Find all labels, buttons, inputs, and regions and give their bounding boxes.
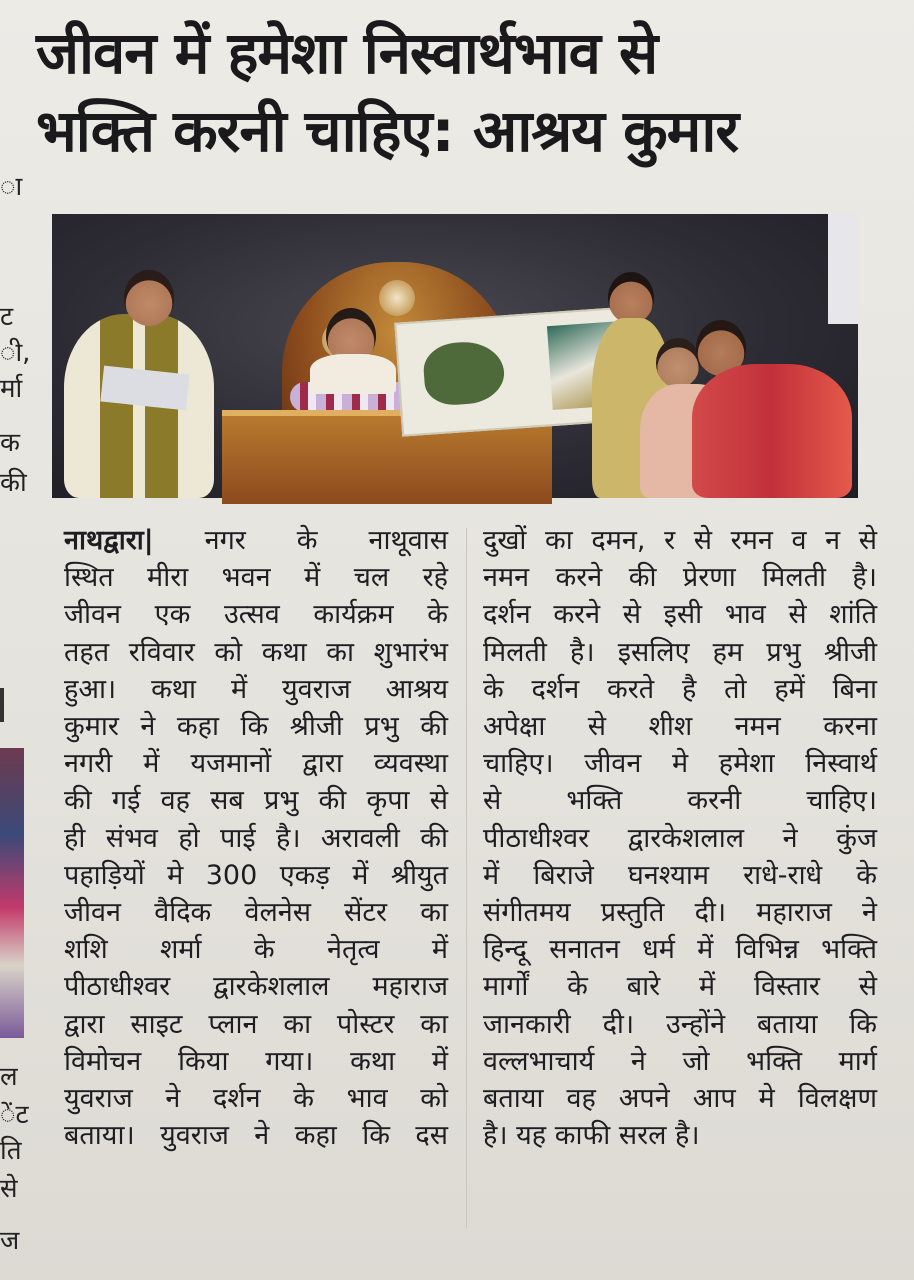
text-line: मार्गों के बारे में विस्तार से bbox=[483, 971, 877, 1003]
text-line: है। यह काफी सरल है। bbox=[483, 1120, 700, 1152]
article-column-right bbox=[483, 522, 877, 1154]
text-line: कुमार ने कहा कि श्रीजी प्रभु की bbox=[64, 711, 448, 743]
text-line: युवराज ने दर्शन के भाव को bbox=[64, 1083, 448, 1115]
text-line: के दर्शन करते है तो हमें बिना bbox=[483, 673, 877, 705]
text-line: में बिराजे घनश्याम राधे-राधे के bbox=[483, 859, 877, 891]
neighbor-column-fragment bbox=[0, 0, 31, 1280]
person-head bbox=[608, 272, 654, 324]
dateline: नाथद्वारा| bbox=[64, 525, 154, 556]
article-column-left bbox=[64, 522, 448, 1154]
text-line: पहाड़ियों मे 300 एकड़ में श्रीयुत bbox=[64, 859, 448, 891]
text-line: विमोचन किया गया। कथा में bbox=[64, 1045, 448, 1077]
edge-text: क bbox=[0, 428, 20, 458]
edge-text: से bbox=[0, 1174, 18, 1204]
text-line: स्थित मीरा भवन में चल रहे bbox=[64, 562, 448, 594]
text-line: अपेक्षा से शीश नमन करना bbox=[483, 711, 877, 743]
edge-text: ा bbox=[0, 172, 23, 202]
column-rule bbox=[0, 688, 4, 722]
text-line: मिलती है। इसलिए हम प्रभु श्रीजी bbox=[483, 636, 877, 668]
text-line: वल्लभाचार्य ने जो भक्ति मार्ग bbox=[483, 1045, 877, 1077]
text-line: पीठाधीश्वर द्वारकेशलाल महाराज bbox=[64, 971, 448, 1003]
throne-ornament bbox=[379, 280, 415, 316]
seated-person bbox=[310, 354, 396, 394]
headline-line-1: जीवन में हमेशा निस्वार्थभाव से bbox=[36, 19, 658, 87]
text-line: शशि शर्मा के नेतृत्व में bbox=[64, 934, 448, 966]
text-line: संगीतमय प्रस्तुति दी। महाराज ने bbox=[483, 897, 877, 929]
text-line: नगरी में यजमानों द्वारा व्यवस्था bbox=[64, 748, 448, 780]
text-line: जीवन वैदिक वेलनेस सेंटर का bbox=[64, 897, 448, 929]
text-line: की गई वह सब प्रभु की कृपा से bbox=[64, 785, 448, 817]
text-line: ही संभव हो पाई है। अरावली की bbox=[64, 822, 448, 854]
person-left bbox=[64, 314, 214, 498]
text-line: पीठाधीश्वर द्वारकेशलाल ने कुंज bbox=[483, 822, 877, 854]
text-line: तहत रविवार को कथा का शुभारंभ bbox=[64, 636, 448, 668]
edge-text: ति bbox=[0, 1136, 22, 1166]
person-right bbox=[692, 364, 852, 498]
text-line: नमन करने की प्रेरणा मिलती है। bbox=[483, 562, 877, 594]
edge-text: ेंट bbox=[0, 1100, 29, 1130]
text-line: दर्शन करने से इसी भाव से शांति bbox=[483, 599, 877, 631]
neighbor-photo-fragment bbox=[0, 748, 24, 1038]
text-line: से भक्ति करनी चाहिए। bbox=[483, 785, 877, 817]
news-photo bbox=[52, 214, 858, 498]
edge-text: ल bbox=[0, 1062, 18, 1092]
edge-text: ज bbox=[0, 1226, 20, 1256]
text-line: जीवन एक उत्सव कार्यक्रम के bbox=[64, 599, 448, 631]
text-line: द्वारा साइट प्लान का पोस्टर का bbox=[64, 1008, 448, 1040]
headline bbox=[36, 14, 856, 170]
text-line: हिन्दू सनातन धर्म में विभिन्न भक्ति bbox=[483, 934, 877, 966]
edge-text: ी, bbox=[0, 338, 31, 368]
headline-line-2: भक्ति करनी चाहिए: आश्रय कुमार bbox=[36, 97, 739, 165]
text-line: चाहिए। जीवन मे हमेशा निस्वार्थ bbox=[483, 748, 877, 780]
text-line: हुआ। कथा में युवराज आश्रय bbox=[64, 673, 448, 705]
poster-map bbox=[422, 339, 506, 406]
person-head bbox=[656, 338, 700, 388]
text-line: दुखों का दमन, र से रमन व न से bbox=[483, 525, 877, 556]
edge-text: र्मा bbox=[0, 374, 23, 404]
text-line: नाथद्वारा| नगर के नाथूवास bbox=[64, 525, 448, 556]
column-divider bbox=[466, 528, 467, 1228]
edge-text: ट bbox=[0, 302, 14, 332]
photo-edge-object bbox=[828, 214, 858, 324]
text-line: जानकारी दी। उन्होंने बताया कि bbox=[483, 1008, 877, 1040]
text-line: बताया। युवराज ने कहा कि दस bbox=[64, 1120, 448, 1152]
text-line: बताया वह अपने आप मे विलक्षण bbox=[483, 1083, 877, 1115]
person-head bbox=[124, 270, 174, 326]
edge-text: की bbox=[0, 468, 27, 498]
